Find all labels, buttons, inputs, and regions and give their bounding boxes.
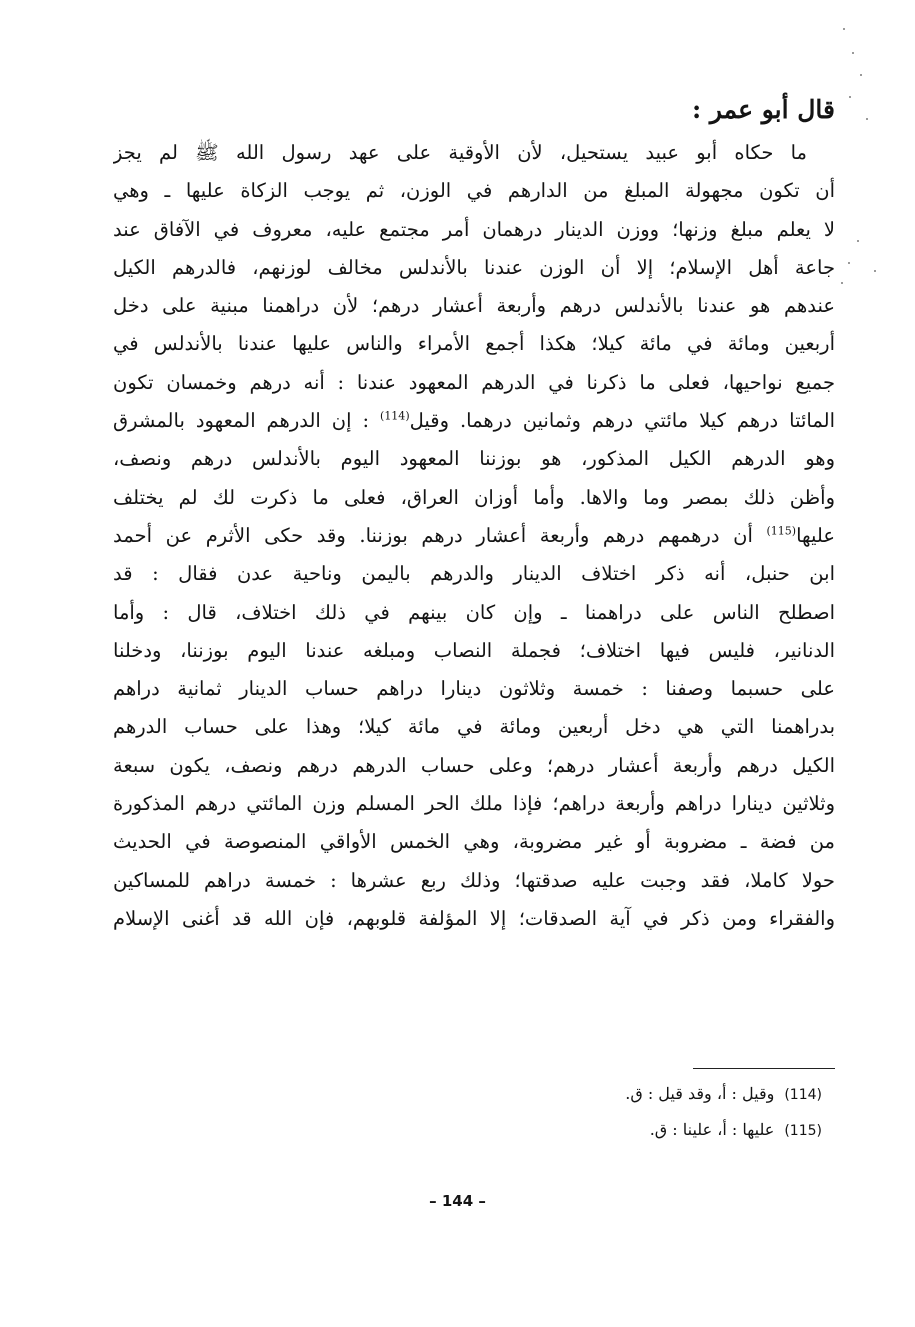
text-line: أن تكون مجهولة المبلغ من الدارهم في الوزن، ثم يوجب الزكاة عليها ـ وهي — [113, 179, 835, 203]
scan-speck — [843, 28, 845, 30]
text-line: الكيل درهم وأربعة أعشار درهم؛ وعلى حساب الدرهم درهم ونصف، يكون سبعة — [113, 753, 835, 777]
text-line: ابن حنبل، أنه ذكر اختلاف الدينار والدرهم باليمن وناحية عدن فقال : قد — [113, 562, 835, 586]
text-line: ما حكاه أبو عبيد يستحيل، لأن الأوقية على عهد رسول الله ﷺ لم يجز — [113, 141, 807, 164]
text-line: بدراهمنا التي هي دخل أربعين ومائة في مائة كيلا؛ وهذا على حساب الدرهم — [113, 715, 835, 739]
text-segment: أن درهمهم درهم وأربعة أعشار درهم بوزننا. وقد حكى الأثرم عن أحمد — [113, 523, 767, 547]
text-segment: : إن الدرهم المعهود بالمشرق — [113, 409, 381, 433]
text-line: جميع نواحيها، فعلى ما ذكرنا في الدرهم المعهود عندنا : أنه درهم وخمسان تكون — [113, 370, 835, 394]
footnote-number: (115) — [784, 1123, 822, 1139]
page-number: – 144 – — [429, 1192, 486, 1210]
text-line: والفقراء ومن ذكر في آية الصدقات؛ إلا المؤلفة قلوبهم، فإن الله قد أغنى الإسلام — [113, 906, 835, 930]
text-line: عندهم هو عندنا بالأندلس درهم وأربعة أعشار درهم؛ لأن دراهمنا مبنية على دخل — [113, 294, 835, 318]
text-line: لا يعلم مبلغ وزنها؛ ووزن الدينار درهمان أمر مجتمع عليه، معروف في الآفاق عند — [113, 217, 835, 241]
text-line: اصطلح الناس على دراهمنا ـ وإن كان بينهم في ذلك اختلاف، قال : وأما — [113, 600, 835, 624]
text-line: حولا كاملا، فقد وجبت عليه صدقتها؛ وذلك ربع عشرها : خمسة دراهم للمساكين — [113, 868, 835, 892]
footnote-reference: (114) — [380, 409, 410, 423]
scan-speck — [849, 96, 851, 98]
scan-speck — [841, 282, 843, 284]
text-line: أربعين ومائة في مائة كيلا؛ هكذا أجمع الأمراء والناس عليها عندنا بالأندلس في — [113, 332, 835, 356]
text-line: وهو الدرهم الكيل المذكور، هو بوزننا المعهود اليوم بالأندلس درهم ونصف، — [113, 447, 835, 471]
section-heading: قال أبو عمر : — [691, 95, 835, 124]
text-line: على حسبما وصفنا : خمسة وثلاثون دينارا دراهم حساب الدينار ثمانية دراهم — [113, 677, 835, 701]
scan-speck — [857, 240, 859, 242]
text-line: وأظن ذلك بمصر وما والاها. وأما أوزان العراق، فعلى ما ذكرت لك لم يختلف — [113, 485, 835, 509]
text-segment: المائتا درهم كيلا مائتي درهم وثمانين درهما. وقيل — [409, 409, 835, 433]
text-line — [113, 402, 835, 440]
text-line: جاعة أهل الإسلام؛ إلا أن الوزن عندنا بالأندلس مخالف لوزنهم، فالدرهم الكيل — [113, 255, 835, 279]
scan-speck — [860, 74, 862, 76]
scan-speck — [852, 52, 854, 54]
footnote-separator — [693, 1068, 835, 1069]
footnote-text: وقيل : أ، وقد قيل : ق. — [625, 1084, 775, 1103]
text-line — [113, 517, 835, 555]
text-line: الدنانير، فليس فيها اختلاف؛ فجملة النصاب ومبلغه عندنا اليوم بوزننا، ودخلنا — [113, 638, 835, 662]
body-text — [113, 134, 835, 938]
text-line: وثلاثين دينارا دراهم وأربعة دراهم؛ فإذا ملك الحر المسلم وزن المائتي درهم المذكورة — [113, 792, 835, 816]
footnote — [625, 1076, 822, 1112]
text-line: من فضة ـ مضروبة أو غير مضروبة، وهي الخمس الأواقي المنصوصة في الحديث — [113, 830, 835, 854]
footnote-reference: (115) — [766, 524, 797, 538]
footnote — [625, 1112, 822, 1148]
scan-speck — [866, 118, 868, 120]
footnotes — [625, 1076, 822, 1148]
text-segment: عليها — [796, 523, 835, 547]
footnote-text: عليها : أ، علينا : ق. — [649, 1120, 775, 1139]
footnote-number: (114) — [784, 1087, 822, 1103]
scan-speck — [848, 262, 850, 264]
scan-speck — [874, 270, 876, 272]
